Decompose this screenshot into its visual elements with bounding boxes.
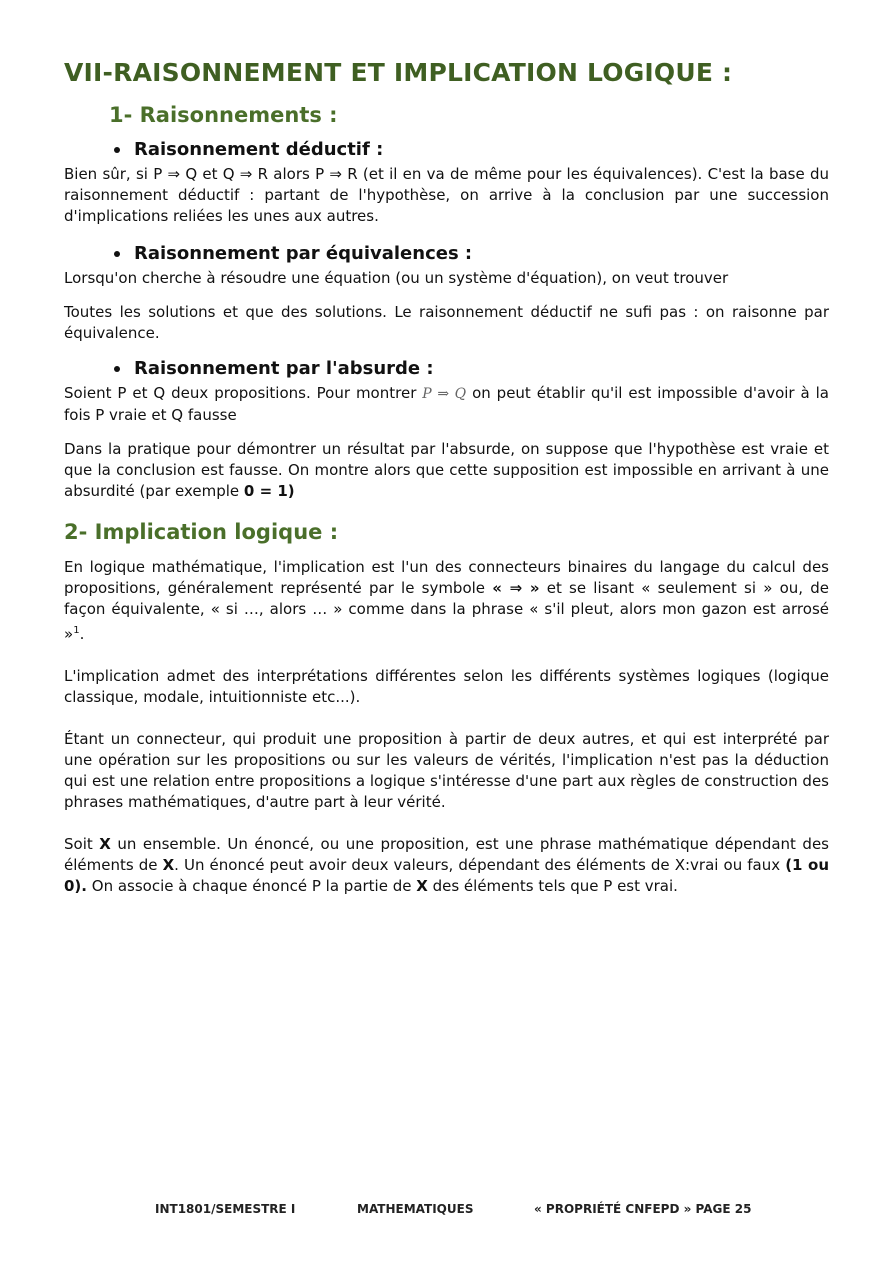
bullet-icon	[114, 251, 120, 257]
paragraph-implication-4: Soit X un ensemble. Un énoncé, ou une proposition, est une phrase mathématique dépendant des éléments de X. Un énoncé peut avoir deux valeurs, dépendant des éléments de X:vrai ou faux (1 ou 0). On associe à chaque énoncé P la partie de X des éléments tels que P est vrai.	[64, 835, 830, 895]
footnote-ref: 1	[73, 625, 80, 636]
bullet-deductif	[114, 139, 829, 160]
document-body	[64, 58, 829, 897]
paragraph-equivalences-1: Lorsqu'on cherche à résoudre une équation (ou un système d'équation), on veut trouver	[64, 269, 729, 287]
section-1-heading: 1- Raisonnements :	[109, 103, 338, 127]
paragraph-absurde-1: Soient P et Q deux propositions. Pour montrer P ⇒ Q on peut établir qu'il est impossible d'avoir à la fois P vraie et Q fausse	[64, 384, 829, 424]
paragraph-deductif: Bien sûr, si P ⇒ Q et Q ⇒ R alors P ⇒ R (et il en va de même pour les équivalences). C'est la base du raisonnement déductif : partant de l'hypothèse, on arrive à la conclusion par une succession d'implications reliées les unes aux autres.	[64, 165, 829, 225]
footer-page-number: « PROPRIÉTÉ CNFEPD » PAGE 25	[534, 1202, 752, 1216]
paragraph-implication-2: L'implication admet des interprétations différentes selon les différents systèmes logiques (logique classique, modale, intuitionniste etc...).	[64, 667, 829, 706]
paragraph-absurde-2: Dans la pratique pour démontrer un résultat par l'absurde, on suppose que l'hypothèse est vraie et que la conclusion est fausse. On montre alors que cette supposition est impossible en arrivant à une absurdité (par exemple 0 = 1)	[64, 440, 829, 500]
bullet-absurde	[114, 358, 829, 379]
footer-course-code: INT1801/SEMESTRE I	[155, 1202, 296, 1216]
implication-formula: P ⇒ Q	[422, 386, 467, 402]
bullet-icon	[114, 147, 120, 153]
bullet-absurde-label: Raisonnement par l'absurde :	[134, 358, 434, 379]
paragraph-implication-1: En logique mathématique, l'implication est l'un des connecteurs binaires du langage du calcul des propositions, généralement représenté par le symbole « ⇒ » et se lisant « seulement si » ou, de façon équivalente, « si …, alors … » comme dans la phrase « s'il pleut, alors mon gazon est arrosé »$^1$.	[64, 558, 829, 643]
footer-subject: MATHEMATIQUES	[357, 1202, 474, 1216]
page-title: VII-RAISONNEMENT ET IMPLICATION LOGIQUE :	[64, 58, 733, 87]
bullet-icon	[114, 366, 120, 372]
paragraph-equivalences-2: Toutes les solutions et que des solutions. Le raisonnement déductif ne sufi pas : on raisonne par équivalence.	[64, 303, 829, 342]
bullet-equivalences-label: Raisonnement par équivalences :	[134, 243, 473, 264]
section-2-heading: 2- Implication logique :	[64, 520, 339, 544]
bullet-deductif-label: Raisonnement déductif :	[134, 139, 384, 160]
bullet-equivalences	[114, 243, 829, 264]
paragraph-implication-3: Étant un connecteur, qui produit une proposition à partir de deux autres, et qui est interprété par une opération sur les propositions ou sur les valeurs de vérités, l'implication n'est pas la déduction qui est une relation entre propositions a logique s'intéresse d'une part aux règles de construction des phrases mathématiques, d'autre part à leur vérité.	[64, 730, 829, 811]
